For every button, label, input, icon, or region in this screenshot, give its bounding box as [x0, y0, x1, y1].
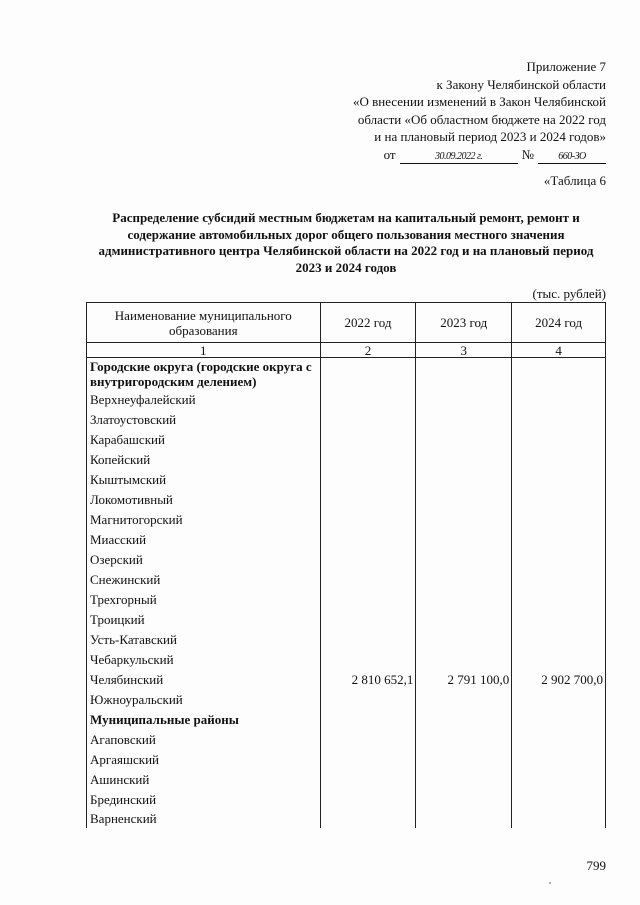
table-row — [87, 670, 606, 690]
column-header-2024: 2024 год — [512, 303, 606, 343]
amount-cell-2022 — [320, 730, 416, 750]
law-title-line-1: «О внесении изменений в Закон Челябинской — [352, 94, 606, 110]
amount-cell-2022 — [320, 490, 416, 510]
amount-cell-2022 — [320, 750, 416, 770]
amount-cell-2023 — [416, 430, 512, 450]
municipality-name-cell: Варненский — [87, 810, 321, 828]
municipality-name-cell: Верхнеуфалейский — [87, 390, 321, 410]
amount-cell-2023 — [416, 810, 512, 828]
municipality-name-cell: Агаповский — [87, 730, 321, 750]
amount-cell-2024 — [512, 630, 606, 650]
column-header-2022: 2022 год — [320, 303, 416, 343]
municipality-name-cell: Трехгорный — [87, 590, 321, 610]
table-row — [87, 470, 606, 490]
amount-cell-2024 — [512, 550, 606, 570]
law-reference: к Закону Челябинской области — [436, 76, 606, 92]
municipality-name-cell: Миасский — [87, 530, 321, 550]
table-row — [87, 810, 606, 828]
amount-cell-2022 — [320, 430, 416, 450]
amount-cell-2024 — [512, 650, 606, 670]
appendix-header — [286, 58, 606, 164]
subsidy-table — [86, 302, 606, 828]
table-group-row — [87, 710, 606, 730]
municipality-name-cell: Кыштымский — [87, 470, 321, 490]
amount-cell-2024 — [512, 430, 606, 450]
column-number: 1 — [87, 343, 321, 358]
municipality-name-cell: Муниципальные районы — [87, 710, 321, 730]
municipality-name-cell: Ашинский — [87, 770, 321, 790]
amount-cell-2022 — [320, 650, 416, 670]
date-value: 30.09.2022 г. — [400, 150, 518, 164]
table-row — [87, 730, 606, 750]
amount-cell-2024 — [512, 410, 606, 430]
amount-cell-2023 — [416, 530, 512, 550]
municipality-name-cell: Городские округа (городские округа с внутригородским делением) — [87, 358, 321, 390]
table-group-row — [87, 358, 606, 390]
amount-cell-2022 — [320, 770, 416, 790]
number-value: 660-ЗО — [538, 150, 606, 164]
amount-cell-2024 — [512, 730, 606, 750]
amount-cell-2022 — [320, 630, 416, 650]
amount-cell-2022 — [320, 450, 416, 470]
table-row — [87, 450, 606, 470]
amount-cell-2024 — [512, 710, 606, 730]
amount-cell-2023 — [416, 770, 512, 790]
amount-cell-2024 — [512, 770, 606, 790]
table-row — [87, 770, 606, 790]
table-row — [87, 650, 606, 670]
amount-cell-2023 — [416, 570, 512, 590]
page-number: 799 — [586, 858, 606, 873]
amount-cell-2023 — [416, 470, 512, 490]
amount-cell-2023 — [416, 610, 512, 630]
amount-cell-2024 — [512, 790, 606, 810]
amount-cell-2022 — [320, 790, 416, 810]
law-title-line-2: области «Об областном бюджете на 2022 год — [357, 111, 606, 127]
amount-cell-2024 — [512, 590, 606, 610]
amount-cell-2023 — [416, 410, 512, 430]
column-header-name: Наименование муниципального образования — [87, 303, 321, 343]
amount-cell-2024 — [512, 510, 606, 530]
amount-cell-2023 — [416, 450, 512, 470]
amount-cell-2022 — [320, 590, 416, 610]
municipality-name-cell: Магнитогорский — [87, 510, 321, 530]
table-row — [87, 570, 606, 590]
municipality-name-cell: Троицкий — [87, 610, 321, 630]
amount-cell-2022 — [320, 510, 416, 530]
table-row — [87, 590, 606, 610]
table-row — [87, 630, 606, 650]
municipality-name-cell: Усть-Катавский — [87, 630, 321, 650]
municipality-name-cell: Челябинский — [87, 670, 321, 690]
document-title: Распределение субсидий местным бюджетам на капитальный ремонт, ремонт и содержание автомобильных дорог общего пользования местного значения административного центра Челябинской области на 2022 год и на плановый период 2023 и 2024 годов — [98, 210, 594, 275]
scan-speck — [549, 882, 551, 884]
column-number: 2 — [320, 343, 416, 358]
table-row — [87, 610, 606, 630]
amount-cell-2023 — [416, 730, 512, 750]
municipality-name-cell: Чебаркульский — [87, 650, 321, 670]
municipality-name-cell: Южноуральский — [87, 690, 321, 710]
amount-cell-2024: 2 902 700,0 — [512, 670, 606, 690]
municipality-name-cell: Локомотивный — [87, 490, 321, 510]
amount-cell-2023 — [416, 790, 512, 810]
amount-cell-2023 — [416, 390, 512, 410]
amount-cell-2022 — [320, 570, 416, 590]
date-number-line — [286, 146, 606, 164]
amount-cell-2023 — [416, 590, 512, 610]
table-row — [87, 390, 606, 410]
amount-cell-2022 — [320, 810, 416, 828]
municipality-name-cell: Карабашский — [87, 430, 321, 450]
table-header-row — [87, 303, 606, 343]
amount-cell-2022 — [320, 470, 416, 490]
table-body — [87, 358, 606, 828]
amount-cell-2023 — [416, 710, 512, 730]
amount-cell-2023 — [416, 690, 512, 710]
table-row — [87, 410, 606, 430]
appendix-label: Приложение 7 — [526, 59, 606, 74]
column-number: 4 — [512, 343, 606, 358]
number-prefix: № — [521, 146, 534, 162]
amount-cell-2023 — [416, 358, 512, 390]
units-label: (тыс. рублей) — [532, 286, 606, 301]
table-caption: «Таблица 6 — [543, 173, 606, 188]
amount-cell-2024 — [512, 570, 606, 590]
amount-cell-2022 — [320, 690, 416, 710]
table-row — [87, 490, 606, 510]
amount-cell-2023 — [416, 510, 512, 530]
date-prefix: от — [383, 146, 396, 162]
table-row — [87, 530, 606, 550]
municipality-name-cell: Аргаяшский — [87, 750, 321, 770]
table-row — [87, 690, 606, 710]
amount-cell-2024 — [512, 490, 606, 510]
municipality-name-cell: Златоустовский — [87, 410, 321, 430]
amount-cell-2023 — [416, 550, 512, 570]
amount-cell-2023 — [416, 630, 512, 650]
amount-cell-2022: 2 810 652,1 — [320, 670, 416, 690]
amount-cell-2022 — [320, 530, 416, 550]
amount-cell-2024 — [512, 450, 606, 470]
municipality-name-cell: Брединский — [87, 790, 321, 810]
table-row — [87, 750, 606, 770]
amount-cell-2024 — [512, 810, 606, 828]
amount-cell-2024 — [512, 610, 606, 630]
column-header-2023: 2023 год — [416, 303, 512, 343]
municipality-name-cell: Копейский — [87, 450, 321, 470]
amount-cell-2024 — [512, 390, 606, 410]
amount-cell-2022 — [320, 410, 416, 430]
amount-cell-2022 — [320, 610, 416, 630]
amount-cell-2022 — [320, 550, 416, 570]
column-number: 3 — [416, 343, 512, 358]
amount-cell-2024 — [512, 750, 606, 770]
amount-cell-2022 — [320, 358, 416, 390]
amount-cell-2023: 2 791 100,0 — [416, 670, 512, 690]
table-row — [87, 790, 606, 810]
table-row — [87, 550, 606, 570]
column-number-row — [87, 343, 606, 358]
amount-cell-2024 — [512, 358, 606, 390]
municipality-name-cell: Озерский — [87, 550, 321, 570]
table-row — [87, 430, 606, 450]
amount-cell-2024 — [512, 530, 606, 550]
amount-cell-2023 — [416, 650, 512, 670]
table-row — [87, 510, 606, 530]
law-title-line-3: и на плановый период 2023 и 2024 годов» — [374, 129, 606, 145]
amount-cell-2024 — [512, 690, 606, 710]
amount-cell-2022 — [320, 390, 416, 410]
municipality-name-cell: Снежинский — [87, 570, 321, 590]
amount-cell-2024 — [512, 470, 606, 490]
amount-cell-2023 — [416, 490, 512, 510]
amount-cell-2023 — [416, 750, 512, 770]
amount-cell-2022 — [320, 710, 416, 730]
